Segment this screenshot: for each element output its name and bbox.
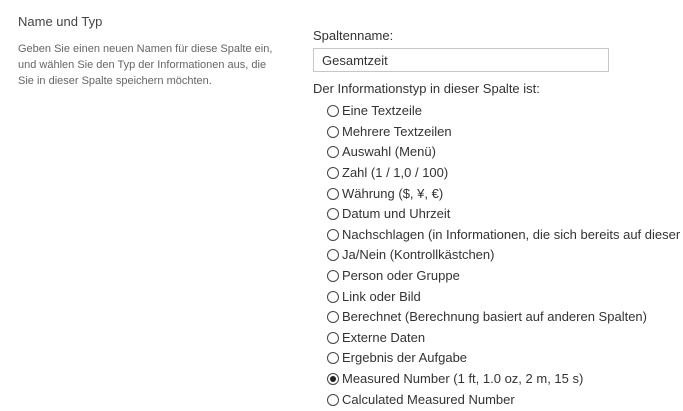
radio-unchecked-icon[interactable]	[327, 352, 339, 364]
radio-option-label: Auswahl (Menü)	[342, 144, 436, 160]
radio-unchecked-icon[interactable]	[327, 311, 339, 323]
radio-unchecked-icon[interactable]	[327, 229, 339, 241]
radio-option-choice[interactable]	[327, 142, 683, 163]
section-title: Name und Typ	[18, 14, 103, 29]
radio-unchecked-icon[interactable]	[327, 332, 339, 344]
radio-unchecked-icon[interactable]	[327, 394, 339, 406]
radio-option-label: Berechnet (Berechnung basiert auf anderen Spalten)	[342, 309, 647, 325]
section-description: Geben Sie einen neuen Namen für diese Spalte ein, und wählen Sie den Typ der Informationen aus, die Sie in dieser Spalte speichern möchten.	[18, 43, 273, 87]
radio-option-calculated[interactable]	[327, 307, 683, 328]
radio-unchecked-icon[interactable]	[327, 208, 339, 220]
radio-unchecked-icon[interactable]	[327, 188, 339, 200]
radio-option-measured-number[interactable]	[327, 369, 683, 390]
radio-option-single-line-text[interactable]	[327, 101, 683, 122]
radio-option-label: Ergebnis der Aufgabe	[342, 350, 468, 366]
radio-unchecked-icon[interactable]	[327, 291, 339, 303]
column-name-input[interactable]	[313, 48, 609, 72]
radio-option-label: Mehrere Textzeilen	[342, 123, 452, 139]
radio-option-label: Link oder Bild	[342, 288, 421, 304]
radio-option-external-data[interactable]	[327, 328, 683, 349]
radio-option-hyperlink[interactable]	[327, 286, 683, 307]
radio-option-person-group[interactable]	[327, 266, 683, 287]
radio-option-date-time[interactable]	[327, 204, 683, 225]
radio-option-multi-line-text[interactable]	[327, 122, 683, 143]
radio-option-label: Measured Number (1 ft, 1.0 oz, 2 m, 15 s)	[342, 371, 584, 387]
radio-option-label: Ja/Nein (Kontrollkästchen)	[342, 247, 495, 263]
info-type-label: Der Informationstyp in dieser Spalte ist:	[313, 81, 540, 96]
radio-option-calculated-measured-number[interactable]	[327, 389, 683, 410]
radio-option-label: Zahl (1 / 1,0 / 100)	[342, 165, 449, 181]
radio-option-number[interactable]	[327, 163, 683, 184]
radio-unchecked-icon[interactable]	[327, 105, 339, 117]
radio-option-currency[interactable]	[327, 183, 683, 204]
radio-unchecked-icon[interactable]	[327, 167, 339, 179]
radio-unchecked-icon[interactable]	[327, 270, 339, 282]
radio-option-label: Eine Textzeile	[342, 103, 422, 119]
radio-checked-icon[interactable]	[327, 373, 339, 385]
column-settings-form	[313, 27, 683, 410]
radio-option-lookup[interactable]	[327, 225, 683, 246]
radio-option-yes-no[interactable]	[327, 245, 683, 266]
radio-option-label: Calculated Measured Number	[342, 391, 515, 407]
radio-option-task-outcome[interactable]	[327, 348, 683, 369]
radio-option-label: Person oder Gruppe	[342, 268, 460, 284]
name-and-type-section-header	[18, 13, 280, 89]
column-name-label: Spaltenname:	[313, 28, 394, 43]
radio-option-label: Nachschlagen (in Informationen, die sich bereits auf dieser	[342, 226, 681, 242]
radio-option-label: Datum und Uhrzeit	[342, 206, 451, 222]
radio-unchecked-icon[interactable]	[327, 126, 339, 138]
info-type-radio-group	[313, 101, 683, 410]
radio-unchecked-icon[interactable]	[327, 146, 339, 158]
radio-unchecked-icon[interactable]	[327, 249, 339, 261]
radio-option-label: Externe Daten	[342, 329, 426, 345]
radio-option-label: Währung ($, ¥, €)	[342, 185, 444, 201]
